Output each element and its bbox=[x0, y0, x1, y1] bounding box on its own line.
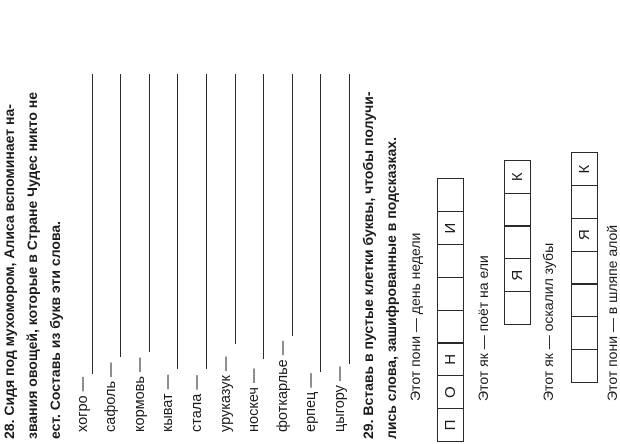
task-28-line-2: звания овощей, которые в Стране Чудес никто не bbox=[24, 91, 40, 439]
grid-1-cell[interactable]: О bbox=[437, 375, 464, 409]
scrambled-word-2: сафоль — bbox=[103, 362, 119, 432]
scrambled-word-8: фоткарлье — bbox=[275, 340, 291, 432]
letter-grid-2 bbox=[504, 160, 531, 325]
answer-line-3[interactable] bbox=[149, 74, 150, 352]
letter-grid-3 bbox=[571, 152, 598, 383]
answer-line-6[interactable] bbox=[235, 74, 236, 344]
hint-3: Этот як — оскалил зубы bbox=[540, 242, 556, 401]
grid-3-cell[interactable]: К bbox=[571, 152, 598, 186]
scrambled-word-5: стала — bbox=[189, 375, 205, 432]
scrambled-word-9: ерпец — bbox=[303, 373, 319, 432]
hint-2: Этот як — поёт на ели bbox=[475, 255, 491, 401]
grid-1-cell[interactable]: И bbox=[437, 211, 464, 245]
task-28-line-3: ест. Составь из букв эти слова. bbox=[47, 220, 63, 439]
answer-line-4[interactable] bbox=[177, 74, 178, 369]
scrambled-word-10: цыгору — bbox=[332, 366, 348, 432]
grid-1-cell[interactable]: П bbox=[437, 408, 464, 442]
hint-4: Этот пони — в шляпе алой bbox=[604, 224, 620, 401]
answer-line-8[interactable] bbox=[292, 74, 293, 336]
grid-2-cell[interactable] bbox=[504, 225, 531, 259]
answer-line-9[interactable] bbox=[320, 74, 321, 372]
answer-line-2[interactable] bbox=[120, 74, 121, 357]
grid-2-cell[interactable]: К bbox=[504, 160, 531, 194]
task-29-line-1: 29. Вставь в пустые клетки буквы, чтобы получи- bbox=[360, 91, 376, 439]
scrambled-word-4: кыват — bbox=[160, 374, 176, 432]
letter-grid-1 bbox=[437, 178, 464, 442]
answer-line-10[interactable] bbox=[349, 74, 350, 364]
scrambled-word-3: кормовь — bbox=[132, 357, 148, 432]
grid-2-cell[interactable] bbox=[504, 291, 531, 325]
grid-2-cell[interactable]: Я bbox=[504, 258, 531, 292]
grid-1-cell[interactable] bbox=[437, 277, 464, 311]
task-29-line-2: лись слова, зашифрованные в подсказках. bbox=[383, 137, 399, 439]
answer-line-5[interactable] bbox=[206, 74, 207, 369]
grid-2-cell[interactable] bbox=[504, 193, 531, 227]
scrambled-word-7: носкеч — bbox=[246, 368, 262, 432]
scrambled-word-6: уруказук — bbox=[218, 356, 234, 432]
grid-3-cell[interactable] bbox=[571, 316, 598, 350]
task-28-line-1: 28. Сидя под мухомором, Алиса вспоминает на- bbox=[1, 104, 17, 439]
answer-line-1[interactable] bbox=[92, 74, 93, 374]
grid-3-cell[interactable] bbox=[571, 185, 598, 219]
grid-3-cell[interactable] bbox=[571, 349, 598, 383]
grid-1-cell[interactable] bbox=[437, 244, 464, 278]
hint-1: Этот пони — день недели bbox=[407, 232, 423, 401]
answer-line-7[interactable] bbox=[263, 74, 264, 359]
scrambled-word-1: хогро — bbox=[75, 376, 91, 432]
grid-1-cell[interactable] bbox=[437, 178, 464, 212]
grid-3-cell[interactable]: Я bbox=[571, 218, 598, 252]
grid-1-cell[interactable] bbox=[437, 310, 464, 344]
grid-1-cell[interactable]: Н bbox=[437, 342, 464, 376]
grid-3-cell[interactable] bbox=[571, 251, 598, 285]
grid-3-cell[interactable] bbox=[571, 283, 598, 317]
